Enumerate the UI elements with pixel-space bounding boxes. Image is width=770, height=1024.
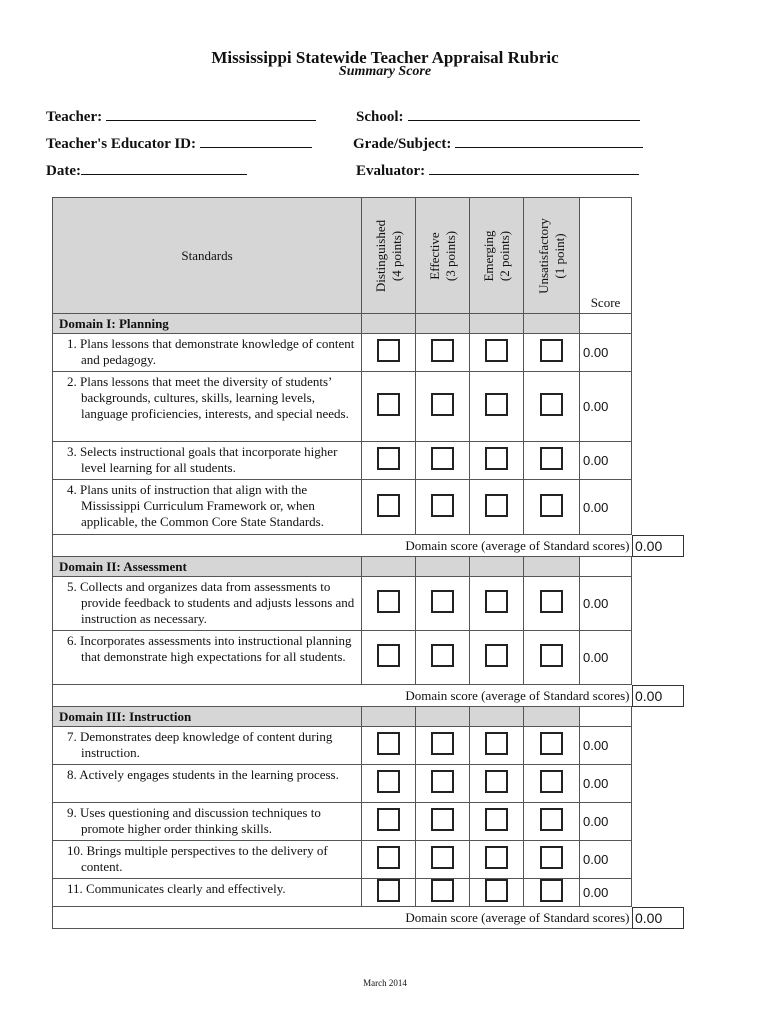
- standard-text: 4. Plans units of instruction that align with the Mississippi Curriculum Framework or, when applicable, the Common Core State Standards.: [67, 482, 324, 529]
- standard-score: 0.00: [580, 727, 632, 765]
- checkbox-distinguished[interactable]: [377, 393, 400, 416]
- domain-header-cell: [524, 314, 580, 334]
- footer-date: March 2014: [363, 978, 407, 988]
- checkbox-emerging[interactable]: [485, 590, 508, 613]
- rating-cell: [362, 803, 416, 841]
- standard-cell: [53, 442, 362, 480]
- standard-text: 6. Incorporates assessments into instructional planning that demonstrate high expectations for all students.: [67, 633, 352, 664]
- rating-header-distinguished: [362, 198, 416, 314]
- rating-cell: [362, 841, 416, 879]
- rating-cell: [524, 372, 580, 442]
- checkbox-effective[interactable]: [431, 732, 454, 755]
- standard-text: 7. Demonstrates deep knowledge of content during instruction.: [67, 729, 333, 760]
- rating-cell: [524, 334, 580, 372]
- standard-row: [53, 803, 632, 841]
- rating-cell: [362, 442, 416, 480]
- checkbox-effective[interactable]: [431, 494, 454, 517]
- standard-row: [53, 372, 632, 442]
- evaluator-field: [356, 161, 639, 180]
- standard-score: 0.00: [580, 841, 632, 879]
- rating-cell: [470, 841, 524, 879]
- checkbox-distinguished[interactable]: [377, 846, 400, 869]
- checkbox-unsatisfactory[interactable]: [540, 644, 563, 667]
- domain-header-cell: [470, 314, 524, 334]
- standard-row: [53, 334, 632, 372]
- checkbox-effective[interactable]: [431, 590, 454, 613]
- rating-cell: [524, 631, 580, 685]
- domain-header-cell: [580, 314, 632, 334]
- checkbox-emerging[interactable]: [485, 393, 508, 416]
- rating-cell: [416, 577, 470, 631]
- date-input[interactable]: [81, 161, 247, 175]
- domain-header-row: [53, 707, 632, 727]
- rating-label: Emerging: [480, 229, 496, 282]
- rating-cell: [362, 879, 416, 907]
- checkbox-unsatisfactory[interactable]: [540, 447, 563, 470]
- teacher-input[interactable]: [106, 107, 316, 121]
- rating-cell: [470, 334, 524, 372]
- domain-average-score: 0.00: [632, 907, 684, 929]
- checkbox-distinguished[interactable]: [377, 732, 400, 755]
- grade-subject-label: Grade/Subject:: [353, 136, 452, 152]
- rating-header-unsatisfactory: [524, 198, 580, 314]
- rating-cell: [416, 480, 470, 535]
- rating-cell: [362, 334, 416, 372]
- domain-header-row: [53, 314, 632, 334]
- rating-cell: [524, 480, 580, 535]
- domain-header-cell: [362, 557, 416, 577]
- checkbox-unsatisfactory[interactable]: [540, 879, 563, 902]
- rating-cell: [362, 631, 416, 685]
- domain-average-score: 0.00: [632, 685, 684, 707]
- standard-text: 1. Plans lessons that demonstrate knowledge of content and pedagogy.: [67, 336, 355, 367]
- rating-cell: [362, 727, 416, 765]
- checkbox-emerging[interactable]: [485, 339, 508, 362]
- domain-header-cell: [470, 707, 524, 727]
- rating-cell: [416, 879, 470, 907]
- checkbox-unsatisfactory[interactable]: [540, 393, 563, 416]
- checkbox-effective[interactable]: [431, 846, 454, 869]
- rating-cell: [416, 631, 470, 685]
- standard-text: 9. Uses questioning and discussion techniques to promote higher order thinking skills.: [67, 805, 321, 836]
- school-input[interactable]: [408, 107, 640, 121]
- rating-cell: [470, 372, 524, 442]
- checkbox-distinguished[interactable]: [377, 339, 400, 362]
- rating-points: (2 points): [496, 230, 512, 281]
- grade-subject-input[interactable]: [455, 134, 643, 148]
- rating-header-emerging: [470, 198, 524, 314]
- rating-cell: [470, 803, 524, 841]
- domain-header-cell: [524, 707, 580, 727]
- checkbox-effective[interactable]: [431, 339, 454, 362]
- standard-score: 0.00: [580, 765, 632, 803]
- domain-header-cell: [580, 557, 632, 577]
- standard-cell: [53, 803, 362, 841]
- standard-text: 10. Brings multiple perspectives to the delivery of content.: [67, 843, 328, 874]
- checkbox-distinguished[interactable]: [377, 447, 400, 470]
- standard-row: [53, 879, 632, 907]
- standard-score: 0.00: [580, 879, 632, 907]
- rating-cell: [416, 442, 470, 480]
- standard-row: [53, 442, 632, 480]
- standard-cell: [53, 577, 362, 631]
- standard-text: 5. Collects and organizes data from assessments to provide feedback to students and adjusts lessons and instruction as necessary.: [67, 579, 355, 626]
- checkbox-emerging[interactable]: [485, 846, 508, 869]
- standard-cell: [53, 841, 362, 879]
- rating-cell: [524, 803, 580, 841]
- rating-cell: [416, 334, 470, 372]
- rating-cell: [470, 480, 524, 535]
- checkbox-unsatisfactory[interactable]: [540, 590, 563, 613]
- standards-header: Standards: [53, 198, 362, 314]
- domain-average-label: Domain score (average of Standard scores): [53, 685, 632, 707]
- rating-cell: [362, 577, 416, 631]
- rating-cell: [470, 442, 524, 480]
- teacher-field: [46, 107, 316, 126]
- rating-cell: [470, 727, 524, 765]
- checkbox-effective[interactable]: [431, 393, 454, 416]
- date-field: [46, 161, 247, 180]
- standard-cell: [53, 727, 362, 765]
- standard-score: 0.00: [580, 803, 632, 841]
- rating-header-effective: [416, 198, 470, 314]
- standard-score: 0.00: [580, 631, 632, 685]
- rating-cell: [362, 372, 416, 442]
- domain-header-cell: [362, 314, 416, 334]
- rating-label: Distinguished: [372, 219, 388, 292]
- standard-row: [53, 577, 632, 631]
- checkbox-emerging[interactable]: [485, 732, 508, 755]
- domain-header-cell: [416, 707, 470, 727]
- checkbox-emerging[interactable]: [485, 879, 508, 902]
- domain-average-label: Domain score (average of Standard scores): [53, 907, 632, 929]
- rating-cell: [524, 727, 580, 765]
- educator-id-input[interactable]: [200, 134, 312, 148]
- standard-cell: [53, 480, 362, 535]
- checkbox-distinguished[interactable]: [377, 644, 400, 667]
- checkbox-effective[interactable]: [431, 808, 454, 831]
- rating-cell: [416, 803, 470, 841]
- standard-cell: [53, 765, 362, 803]
- domain-header-cell: [416, 557, 470, 577]
- domain-header-cell: [362, 707, 416, 727]
- rating-cell: [524, 765, 580, 803]
- standard-row: [53, 727, 632, 765]
- date-label: Date:: [46, 163, 81, 179]
- score-header: Score: [580, 198, 632, 314]
- educator-id-label: Teacher's Educator ID:: [46, 136, 196, 152]
- checkbox-emerging[interactable]: [485, 447, 508, 470]
- domain-header-cell: [580, 707, 632, 727]
- checkbox-unsatisfactory[interactable]: [540, 808, 563, 831]
- standard-score: 0.00: [580, 372, 632, 442]
- rating-label: Effective: [426, 231, 442, 280]
- domain-title: Domain III: Instruction: [53, 707, 362, 727]
- domain-average-score: 0.00: [632, 535, 684, 557]
- evaluator-label: Evaluator:: [356, 163, 426, 179]
- rating-cell: [416, 841, 470, 879]
- rating-points: (3 points): [442, 230, 458, 281]
- page-subtitle: Summary Score: [338, 64, 432, 79]
- domain-header-row: [53, 557, 632, 577]
- standard-cell: [53, 372, 362, 442]
- checkbox-emerging[interactable]: [485, 770, 508, 793]
- teacher-label: Teacher:: [46, 109, 103, 125]
- standard-row: [53, 631, 632, 685]
- standard-row: [53, 765, 632, 803]
- standard-score: 0.00: [580, 577, 632, 631]
- domain-title: Domain I: Planning: [53, 314, 362, 334]
- standard-cell: [53, 631, 362, 685]
- checkbox-unsatisfactory[interactable]: [540, 339, 563, 362]
- standard-text: 3. Selects instructional goals that incorporate higher level learning for all students.: [67, 444, 338, 475]
- checkbox-emerging[interactable]: [485, 808, 508, 831]
- rubric-table: [52, 197, 632, 929]
- checkbox-effective[interactable]: [431, 644, 454, 667]
- rating-cell: [470, 577, 524, 631]
- checkbox-distinguished[interactable]: [377, 879, 400, 902]
- school-label: School:: [356, 109, 404, 125]
- table-header-row: [53, 198, 632, 314]
- rating-label: Unsatisfactory: [535, 217, 551, 294]
- checkbox-distinguished[interactable]: [377, 590, 400, 613]
- checkbox-effective[interactable]: [431, 447, 454, 470]
- rating-cell: [524, 879, 580, 907]
- school-field: [356, 107, 640, 126]
- rating-cell: [524, 841, 580, 879]
- page-title: Mississippi Statewide Teacher Appraisal Rubric: [211, 48, 559, 67]
- checkbox-unsatisfactory[interactable]: [540, 494, 563, 517]
- checkbox-emerging[interactable]: [485, 494, 508, 517]
- checkbox-effective[interactable]: [431, 879, 454, 902]
- rating-cell: [362, 765, 416, 803]
- checkbox-unsatisfactory[interactable]: [540, 770, 563, 793]
- standard-row: [53, 841, 632, 879]
- rating-cell: [416, 765, 470, 803]
- checkbox-unsatisfactory[interactable]: [540, 846, 563, 869]
- checkbox-distinguished[interactable]: [377, 494, 400, 517]
- checkbox-unsatisfactory[interactable]: [540, 732, 563, 755]
- rating-cell: [524, 442, 580, 480]
- rating-points: (4 points): [388, 230, 404, 281]
- rating-cell: [470, 879, 524, 907]
- rating-cell: [524, 577, 580, 631]
- evaluator-input[interactable]: [429, 161, 639, 175]
- standard-text: 11. Communicates clearly and effectively.: [67, 881, 286, 896]
- standard-score: 0.00: [580, 442, 632, 480]
- domain-average-row: [53, 685, 632, 707]
- domain-header-cell: [416, 314, 470, 334]
- standard-score: 0.00: [580, 334, 632, 372]
- checkbox-emerging[interactable]: [485, 644, 508, 667]
- rating-cell: [416, 372, 470, 442]
- domain-title: Domain II: Assessment: [53, 557, 362, 577]
- domain-header-cell: [524, 557, 580, 577]
- domain-average-label: Domain score (average of Standard scores): [53, 535, 632, 557]
- checkbox-distinguished[interactable]: [377, 770, 400, 793]
- checkbox-distinguished[interactable]: [377, 808, 400, 831]
- checkbox-effective[interactable]: [431, 770, 454, 793]
- standard-cell: [53, 879, 362, 907]
- rating-cell: [362, 480, 416, 535]
- grade-subject-field: [353, 134, 643, 153]
- rating-points: (1 point): [551, 232, 567, 279]
- domain-header-cell: [470, 557, 524, 577]
- standard-text: 8. Actively engages students in the learning process.: [67, 767, 339, 782]
- domain-average-row: [53, 535, 632, 557]
- domain-average-row: [53, 907, 632, 929]
- rating-cell: [470, 631, 524, 685]
- standard-row: [53, 480, 632, 535]
- rating-cell: [470, 765, 524, 803]
- standard-cell: [53, 334, 362, 372]
- standard-text: 2. Plans lessons that meet the diversity of students’ backgrounds, cultures, skills, learning levels, language proficiencies, interests, and special needs.: [67, 374, 349, 421]
- educator-id-field: [46, 134, 312, 153]
- standard-score: 0.00: [580, 480, 632, 535]
- rating-cell: [416, 727, 470, 765]
